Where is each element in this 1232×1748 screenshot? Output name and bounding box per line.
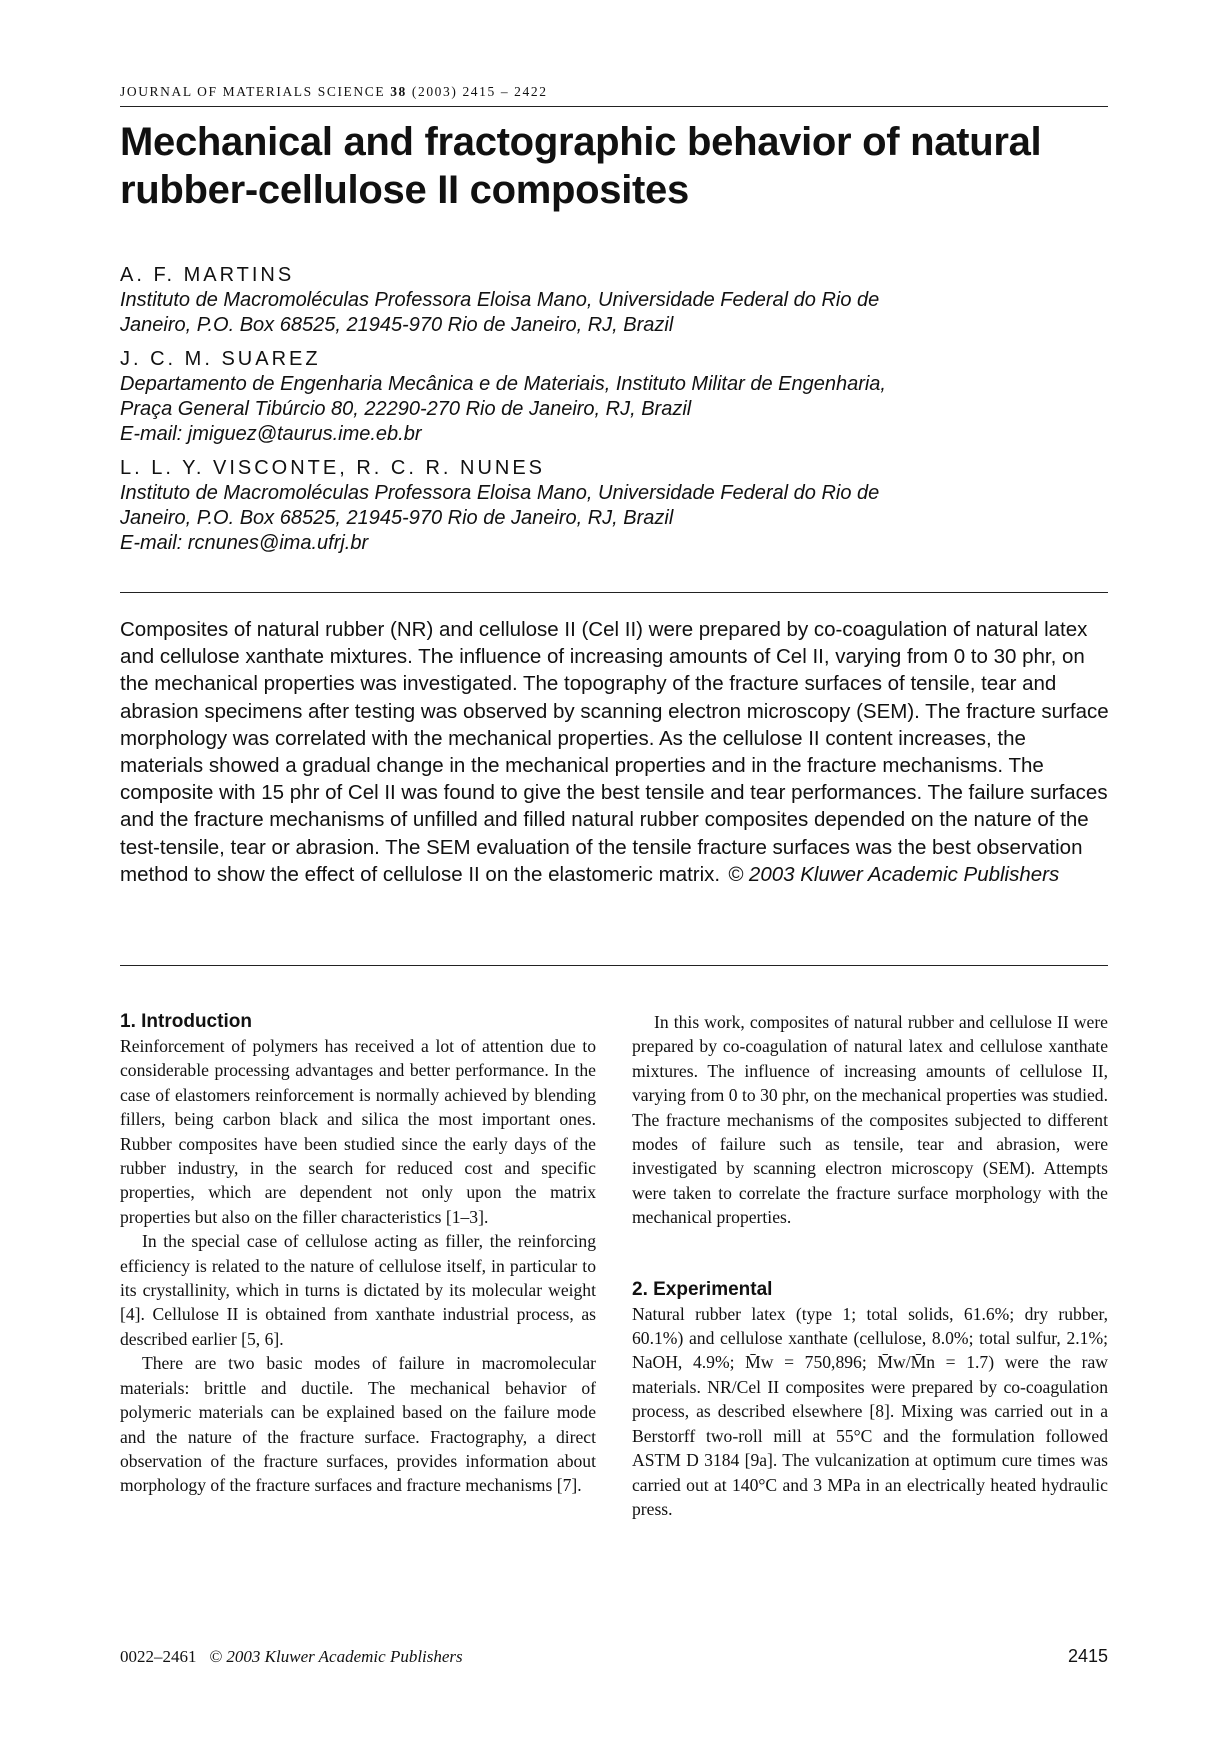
issn: 0022–2461 <box>120 1647 197 1666</box>
right-column <box>632 1010 1108 1521</box>
author-block <box>120 346 1120 447</box>
journal-year-pages: (2003) 2415 – 2422 <box>411 84 548 99</box>
author-affiliation: Janeiro, P.O. Box 68525, 21945-970 Rio de Janeiro, RJ, Brazil <box>120 314 674 336</box>
author-name: A. F. MARTINS <box>120 264 295 286</box>
author-block <box>120 262 1120 338</box>
paper-title <box>120 118 1120 214</box>
page-number: 2415 <box>1067 1646 1108 1666</box>
author-affiliation: Janeiro, P.O. Box 68525, 21945-970 Rio de Janeiro, RJ, Brazil <box>120 507 674 529</box>
abstract-text: Composites of natural rubber (NR) and cellulose II (Cel II) were prepared by co-coagulation of natural latex and cellulose xanthate mixtures. The influence of increasing amounts of Cel II, varying from 0 to 30 phr, on the mechanical properties was investigated. The topography of the fracture surfaces of tensile, tear and abrasion specimens after testing was observed by scanning electron microscopy (SEM). The fracture surface morphology was correlated with the mechanical properties. As the cellulose II content increases, the materials showed a gradual change in the mechanical properties and in the fracture mechanisms. The composite with 15 phr of Cel II was found to give the best tensile and tear performances. The failure surfaces and the fracture mechanisms of unfilled and filled natural rubber composites depended on the nature of the test-tensile, tear or abrasion. The SEM evaluation of the tensile fracture surfaces was the best observation method to show the effect of cellulose II on the elastomeric matrix. <box>120 618 1109 886</box>
journal-volume: 38 <box>390 84 407 99</box>
author-email: E-mail: jmiguez@taurus.ime.eb.br <box>120 423 422 445</box>
author-affiliation: Instituto de Macromoléculas Professora Eloisa Mano, Universidade Federal do Rio de <box>120 482 880 504</box>
author-email: E-mail: rcnunes@ima.ufrj.br <box>120 532 369 554</box>
author-name: J. C. M. SUAREZ <box>120 348 321 370</box>
section-heading-introduction: 1. Introduction <box>120 1011 252 1032</box>
abstract-copyright: © 2003 Kluwer Academic Publishers <box>728 862 1060 886</box>
author-block <box>120 455 1120 556</box>
title-line-2: rubber-cellulose II composites <box>120 168 689 212</box>
author-list <box>120 262 1120 564</box>
footer-copyright: © 2003 Kluwer Academic Publishers <box>209 1647 463 1666</box>
paragraph: In this work, composites of natural rubber and cellulose II were prepared by co-coagulation of natural latex and cellulose xanthate mixtures. The influence of increasing amounts of cellulose II, varying from 0 to 30 phr, on the mechanical properties was studied. The fracture mechanisms of the composites subjected to different modes of failure such as tensile, tear and abrasion, were investigated by scanning electron microscopy (SEM). Attempts were taken to correlate the fracture surface morphology with the mechanical properties. <box>632 1012 1108 1228</box>
paragraph: Reinforcement of polymers has received a lot of attention due to considerable processing advantages and better performance. In the case of elastomers reinforcement is normally achieved by blending fillers, being carbon black and silica the most important ones. Rubber composites have been studied since the early days of the rubber industry, in the search for reduced cost and specific properties, which are dependent not only upon the matrix properties but also on the filler characteristics [1–3]. <box>120 1036 596 1227</box>
footer-left <box>120 1647 463 1667</box>
running-head <box>120 84 548 100</box>
left-column <box>120 1010 596 1498</box>
abstract <box>120 616 1110 888</box>
title-line-1: Mechanical and fractographic behavior of natural <box>120 120 1042 164</box>
abstract-top-rule <box>120 592 1108 593</box>
abstract-bottom-rule <box>120 965 1108 966</box>
author-affiliation: Praça General Tibúrcio 80, 22290-270 Rio de Janeiro, RJ, Brazil <box>120 398 692 420</box>
section-heading-experimental: 2. Experimental <box>632 1278 773 1300</box>
paragraph: In the special case of cellulose acting as filler, the reinforcing efficiency is related to the nature of cellulose itself, in particular to its crystallinity, which in turns is dictated by its molecular weight [4]. Cellulose II is obtained from xanthate industrial process, as described earlier [5, 6]. <box>120 1231 596 1349</box>
author-affiliation: Instituto de Macromoléculas Professora Eloisa Mano, Universidade Federal do Rio de <box>120 289 880 311</box>
paragraph: Natural rubber latex (type 1; total solids, 61.6%; dry rubber, 60.1%) and cellulose xanthate (cellulose, 8.0%; total sulfur, 2.1%; NaOH, 4.9%; M̄w = 750,896; M̄w/M̄n = 1.7) were the raw materials. NR/Cel II composites were prepared by co-coagulation process, as described elsewhere [8]. Mixing was carried out in a Berstorff two-roll mill at 55°C and the formulation followed ASTM D 3184 [9a]. The vulcanization at optimum cure times was carried out at 140°C and 3 MPa in an electrically heated hydraulic press. <box>632 1303 1108 1519</box>
author-affiliation: Departamento de Engenharia Mecânica e de Materiais, Instituto Militar de Engenharia, <box>120 373 886 395</box>
author-name: L. L. Y. VISCONTE, R. C. R. NUNES <box>120 457 546 479</box>
header-rule <box>120 106 1108 107</box>
paragraph: There are two basic modes of failure in macromolecular materials: brittle and ductile. The mechanical behavior of polymeric materials can be explained based on the failure mode and the nature of the fracture surface. Fractography, a direct observation of the fracture surfaces, provides information about morphology of the fracture surfaces and fracture mechanisms [7]. <box>120 1353 596 1496</box>
journal-name: JOURNAL OF MATERIALS SCIENCE <box>120 84 386 99</box>
